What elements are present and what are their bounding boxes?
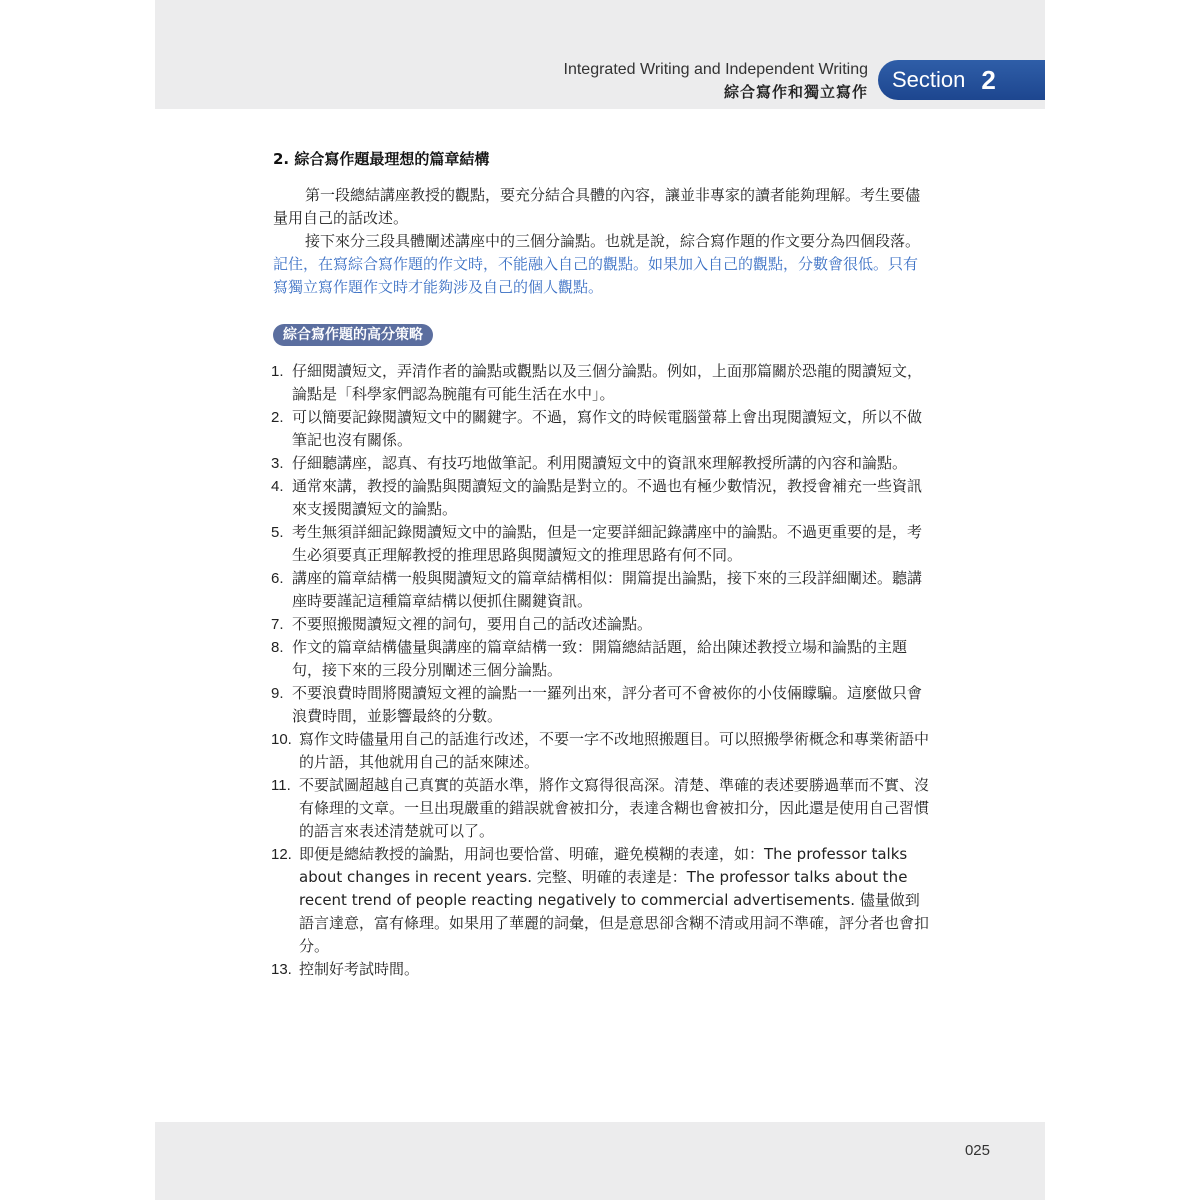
strategy-number: 3. <box>271 455 284 472</box>
strategy-item <box>271 843 931 958</box>
strategy-number: 8. <box>271 639 284 656</box>
strategy-item <box>271 636 931 682</box>
paragraph-1-text: 第一段總結講座教授的觀點，要充分結合具體的內容，讓並非專家的讀者能夠理解。考生要儘量用自己的話改述。 <box>273 186 921 227</box>
strategy-number: 4. <box>271 478 284 495</box>
strategy-item <box>271 475 931 521</box>
page-number: 025 <box>964 1142 990 1159</box>
strategy-number: 7. <box>271 616 284 633</box>
strategy-text: 考生無須詳細記錄閱讀短文中的論點，但是一定要詳細記錄講座中的論點。不過更重要的是，考生必須要真正理解教授的推理思路與閱讀短文的推理思路有何不同。 <box>292 523 923 564</box>
book-page <box>155 0 1045 1200</box>
strategy-number: 9. <box>271 685 284 702</box>
section-label: Section <box>892 67 966 92</box>
paragraph-2-highlight: 記住，在寫綜合寫作題的作文時，不能融入自己的觀點。如果加入自己的觀點，分數會很低。只有寫獨立寫作題作文時才能夠涉及自己的個人觀點。 <box>273 255 919 296</box>
strategy-item <box>271 406 931 452</box>
section-heading: 2. 綜合寫作題最理想的篇章結構 <box>273 150 490 168</box>
paragraph-2-text: 接下來分三段具體闡述講座中的三個分論點。也就是說，綜合寫作題的作文要分為四個段落。 <box>305 232 921 250</box>
strategy-text: 講座的篇章結構一般與閱讀短文的篇章結構相似：開篇提出論點，接下來的三段詳細闡述。聽講座時要謹記這種篇章結構以便抓住關鍵資訊。 <box>292 569 923 610</box>
strategy-item <box>271 452 931 475</box>
strategy-number: 1. <box>271 363 284 380</box>
footer-band <box>155 1122 1045 1200</box>
strategy-item <box>271 567 931 613</box>
strategy-item <box>271 360 931 406</box>
strategy-text: 仔細聽講座，認真、有技巧地做筆記。利用閱讀短文中的資訊來理解教授所講的內容和論點。 <box>292 454 908 472</box>
strategy-text: 不要照搬閱讀短文裡的詞句，要用自己的話改述論點。 <box>292 615 653 633</box>
section-number: 2 <box>981 64 996 95</box>
strategy-text: 作文的篇章結構儘量與講座的篇章結構一致：開篇總結話題，給出陳述教授立場和論點的主題句，接下來的三段分別闡述三個分論點。 <box>292 638 908 679</box>
strategy-text: 即便是總結教授的論點，用詞也要恰當、明確，避免模糊的表達，如：The professor talks about changes in recent years. 完整、明確的表達是：The professor talks about the recent trend of people reacting negatively to commercial advertisements. 儘量做到語言達意，富有條理。如果用了華麗的詞彙，但是意思卻含糊不清或用詞不準確，評分者也會扣分。 <box>299 845 930 955</box>
strategy-number: 2. <box>271 409 284 426</box>
strategy-text: 不要試圖超越自己真實的英語水準，將作文寫得很高深。清楚、準確的表述要勝過華而不實、沒有條理的文章。一旦出現嚴重的錯誤就會被扣分，表達含糊也會被扣分，因此還是使用自己習慣的語言來表述清楚就可以了。 <box>299 776 930 840</box>
strategy-text: 寫作文時儘量用自己的話進行改述，不要一字不改地照搬題目。可以照搬學術概念和專業術語中的片語，其他就用自己的話來陳述。 <box>299 730 930 771</box>
strategy-text: 可以簡要記錄閱讀短文中的關鍵字。不過，寫作文的時候電腦螢幕上會出現閱讀短文，所以不做筆記也沒有關係。 <box>292 408 923 449</box>
paragraph-1 <box>273 184 929 230</box>
strategy-item <box>271 682 931 728</box>
header-title-en: Integrated Writing and Independent Writing <box>563 61 868 78</box>
strategy-number: 11. <box>271 777 291 794</box>
section-tab <box>878 60 1045 100</box>
strategy-number: 10. <box>271 731 292 748</box>
strategy-item <box>271 728 931 774</box>
strategy-item <box>271 521 931 567</box>
strategy-text: 不要浪費時間將閱讀短文裡的論點一一羅列出來，評分者可不會被你的小伎倆矇騙。這麼做只會浪費時間，並影響最終的分數。 <box>292 684 923 725</box>
strategy-item <box>271 774 931 843</box>
strategy-text: 仔細閱讀短文，弄清作者的論點或觀點以及三個分論點。例如，上面那篇關於恐龍的閱讀短文，論點是「科學家們認為腕龍有可能生活在水中」。 <box>292 362 923 403</box>
strategy-list <box>271 360 931 981</box>
header-title-zh: 綜合寫作和獨立寫作 <box>723 83 868 101</box>
strategy-number: 12. <box>271 846 292 863</box>
strategy-badge: 綜合寫作題的高分策略 <box>273 324 433 346</box>
strategy-number: 5. <box>271 524 284 541</box>
strategy-item <box>271 958 931 981</box>
paragraph-2 <box>273 230 929 299</box>
strategy-number: 6. <box>271 570 284 587</box>
strategy-item <box>271 613 931 636</box>
strategy-number: 13. <box>271 961 292 978</box>
strategy-text: 通常來講，教授的論點與閱讀短文的論點是對立的。不過也有極少數情況，教授會補充一些資訊來支援閱讀短文的論點。 <box>292 477 923 518</box>
strategy-text: 控制好考試時間。 <box>299 960 420 978</box>
